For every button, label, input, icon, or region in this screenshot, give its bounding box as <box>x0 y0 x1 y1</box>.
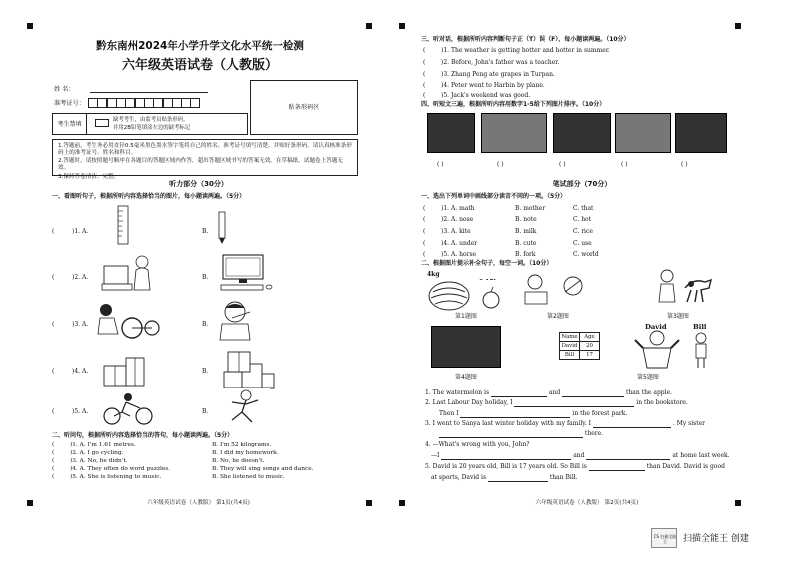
blank-field[interactable] <box>460 412 570 418</box>
q1-4-option-a[interactable]: )4. A. <box>72 368 89 375</box>
q5-3-option-b[interactable]: B. milk <box>515 228 537 235</box>
page-1-footer: 六年级英语试卷（人教版） 第1页(共4页) <box>147 500 250 506</box>
name-field[interactable] <box>90 92 208 93</box>
section-1-title: 一、看图听句子，根据所听内容选择恰当的图片，每小题读两遍。（5分） <box>52 193 246 200</box>
paren: ( <box>52 321 55 328</box>
sentence-text: and <box>548 389 561 396</box>
q3-5[interactable]: )5. Jack's weekend was good. <box>441 92 531 99</box>
paren: ( <box>423 71 426 78</box>
section-4-title: 四、听短文三遍，根据所听内容用数字1-5给下列图片排序。（10分） <box>421 101 606 108</box>
q1-1-option-a[interactable]: )1. A. <box>72 228 89 235</box>
david-label: David <box>645 323 667 331</box>
paren: ( <box>423 205 426 212</box>
q1-2-option-a[interactable]: )2. A. <box>72 274 89 281</box>
cycling-icon <box>100 392 156 426</box>
q5-4-option-b[interactable]: B. cute <box>515 240 537 247</box>
table-cell: David <box>560 342 580 351</box>
sentence-text: . My sister <box>672 420 706 427</box>
sentence-text: and <box>573 452 585 459</box>
paren: ( <box>52 228 55 235</box>
q3-2[interactable]: )2. Before, John's father was a teacher. <box>441 59 560 66</box>
paren: ( <box>423 92 426 99</box>
exam-title: 黔东南州2024年小学升学文化水平统一检测 <box>96 40 304 52</box>
paren: ( <box>52 274 55 281</box>
age-table <box>559 332 600 360</box>
table-cell: Bill <box>560 351 580 360</box>
sentence-text: 5. David is 20 years old, Bill is 17 years old. So Bill is <box>425 463 587 470</box>
sentence-text: 1. The watermelon is <box>425 389 490 396</box>
sentence-text: —I <box>431 452 440 459</box>
paren: ( <box>423 251 426 258</box>
sentence-2 <box>425 399 688 407</box>
q3-1[interactable]: )1. The weather is getting hotter and hotter in summer. <box>441 47 610 54</box>
photo-food <box>615 113 671 153</box>
sentence-3 <box>425 420 705 428</box>
q5-1-option-b[interactable]: B. mother <box>515 205 546 212</box>
sentence-text: Then I <box>439 410 459 417</box>
corner-mark <box>366 23 372 29</box>
corner-mark <box>27 23 33 29</box>
blank-field[interactable] <box>593 422 671 428</box>
instructions-box <box>52 139 358 180</box>
order-blank-2[interactable]: ( ) <box>497 161 504 168</box>
name-label: 姓 名： <box>54 86 75 93</box>
sentence-5b <box>431 474 578 482</box>
q1-5-option-b[interactable]: B. <box>202 408 209 415</box>
q3-3[interactable]: )3. Zhang Peng ate grapes in Turpan. <box>441 71 555 78</box>
weight-label-1: 4kg <box>427 271 440 278</box>
horse-riding-icon <box>647 268 717 312</box>
photo-bicycle <box>553 113 611 153</box>
sentence-1 <box>425 389 672 397</box>
listening-section-title: 听力部分（30分） <box>169 180 228 188</box>
paren: ( <box>423 240 426 247</box>
missing-instructions-2: 并用2B铅笔填涂左边的缺考标记 <box>113 125 191 131</box>
corner-mark <box>399 500 405 506</box>
written-section-title: 笔试部分（70分） <box>552 180 612 188</box>
photo-people <box>675 113 727 153</box>
exam-number-label: 准考证号： <box>54 100 85 107</box>
weight-label-2: 0.15kg <box>479 279 502 286</box>
q1-2-option-b[interactable]: B. <box>202 274 209 281</box>
section-5-title: 一、选出下列单词中画线部分读音不同的一项。（5分） <box>421 193 567 200</box>
gift-boxes-icon <box>100 350 150 390</box>
sentence-text: 3. I went to Sanya last winter holiday with my family. I <box>425 420 592 427</box>
section-3-title: 三、听对话，根据所听内容判断句子正（T）误（F），每小题读两遍。（10分） <box>421 36 630 43</box>
q2-3-option-b[interactable]: B. No, he doesn't. <box>212 458 265 464</box>
table-header: Age <box>580 333 600 342</box>
order-blank-3[interactable]: ( ) <box>559 161 566 168</box>
q1-1-option-b[interactable]: B. <box>202 228 209 235</box>
exam-subtitle: 六年级英语试卷（人教版） <box>121 58 278 73</box>
paren: ( <box>52 442 55 448</box>
paren: ( <box>52 368 55 375</box>
paren: ( <box>423 59 426 66</box>
figure-2-label: 第2题图 <box>547 313 569 320</box>
blank-field[interactable] <box>488 476 548 482</box>
missing-mark-checkbox[interactable] <box>95 119 109 127</box>
section-2-title: 二、听问句，根据所听内容选择恰当的答句，每小题读两遍。（5分） <box>52 432 234 439</box>
q1-3-option-b[interactable]: B. <box>202 321 209 328</box>
sentence-text: at home last week. <box>672 452 730 459</box>
blank-field[interactable] <box>491 391 547 397</box>
q2-4-option-a[interactable]: )4. A. They often do word puzzles. <box>70 466 171 472</box>
blank-field[interactable] <box>586 454 670 460</box>
sentence-text: at sports, David is <box>431 474 487 481</box>
corner-mark <box>399 23 405 29</box>
order-blank-5[interactable]: ( ) <box>681 161 688 168</box>
stacked-gifts-icon <box>218 346 278 392</box>
blank-field[interactable] <box>589 465 645 471</box>
barcode-area <box>250 80 358 135</box>
table-header: Name <box>561 333 578 340</box>
missing-exam-box <box>52 113 248 135</box>
q5-5-option-a[interactable]: )5. A. horse <box>441 251 477 258</box>
table-cell: 20 <box>580 342 600 351</box>
missing-instructions-1: 缺考考生，由监考员贴条形码， <box>113 117 189 123</box>
sentence-4: 4. —What's wrong with you, John? <box>425 441 530 448</box>
figure-3-label: 第3题图 <box>667 313 689 320</box>
q1-3-option-a[interactable]: )3. A. <box>72 321 89 328</box>
watermelon-apple-icon <box>427 280 507 312</box>
sentence-text: there. <box>584 430 604 437</box>
q5-1-option-a[interactable]: )1. A. math <box>441 205 475 212</box>
q2-1-option-b[interactable]: B. I'm 52 kilograms. <box>212 442 272 448</box>
q5-5-option-b[interactable]: B. fork <box>515 251 536 258</box>
page-2-footer: 六年级英语试卷（人教版） 第2页(共4页) <box>535 500 639 506</box>
q2-2-option-a[interactable]: )2. A. I go cycling. <box>70 450 124 456</box>
q5-2-option-a[interactable]: )2. A. nose <box>441 216 474 223</box>
q5-3-option-c[interactable]: C. rice <box>573 228 593 235</box>
corner-mark <box>735 23 741 29</box>
q5-1-option-c[interactable]: C. that <box>573 205 594 212</box>
scanner-logo <box>651 528 677 548</box>
sentence-text: than David. David is good <box>646 463 725 470</box>
photo-reading <box>427 113 475 153</box>
paren: ( <box>52 450 55 456</box>
boy-reading-icon <box>515 272 595 308</box>
order-blank-1[interactable]: ( ) <box>437 161 444 168</box>
paren: ( <box>52 474 55 480</box>
paren: ( <box>52 408 55 415</box>
sentence-4b <box>431 452 730 460</box>
blank-field[interactable] <box>439 432 583 438</box>
instruction-2: 2.答题时，请按照题号顺序在各题目的答题区域内作答，超出答题区域书写的答案无效。在草稿纸、试题卷上答题无效。 <box>58 158 344 172</box>
paren: ( <box>423 82 426 89</box>
sentence-2b <box>439 410 627 418</box>
q3-4[interactable]: )4. Peter went to Harbin by plane. <box>441 82 545 89</box>
blank-field[interactable] <box>514 401 634 407</box>
sick-boy-icon <box>210 298 260 342</box>
sentence-text: in the bookstore. <box>636 399 688 406</box>
sentence-3b <box>439 430 603 438</box>
q1-4-option-b[interactable]: B. <box>202 368 209 375</box>
paren: ( <box>52 466 55 472</box>
running-boy-icon <box>218 388 270 426</box>
blank-field[interactable] <box>441 454 571 460</box>
sentence-text: than Bill. <box>549 474 578 481</box>
q1-5-option-a[interactable]: )5. A. <box>72 408 89 415</box>
missing-label: 考生禁填 <box>53 114 87 135</box>
q2-4-option-b[interactable]: B. They will sing songs and dance. <box>212 466 314 472</box>
q2-2-option-b[interactable]: B. I did my homework. <box>212 450 279 456</box>
blank-field[interactable] <box>562 391 624 397</box>
figure-4-label: 第4题图 <box>455 374 477 381</box>
sentence-text: in the forest park. <box>572 410 628 417</box>
boy-fixing-bike-icon <box>92 300 160 342</box>
paren: ( <box>423 47 426 54</box>
paren: ( <box>423 216 426 223</box>
bill-label: Bill <box>693 323 707 331</box>
q2-5-option-a[interactable]: )5. A. She is listening to music. <box>70 474 162 480</box>
computer-icon <box>215 252 275 292</box>
instruction-3: 3.保持答卷清洁、完整。 <box>58 173 120 180</box>
ruler-icon <box>108 205 138 245</box>
sentence-text: than the apple. <box>626 389 673 396</box>
q5-5-option-c[interactable]: C. world <box>573 251 599 258</box>
exam-page-2 <box>397 0 794 561</box>
q2-5-option-b[interactable]: B. She listened to music. <box>212 474 285 480</box>
scanner-logo-text: CS 扫描全能王 <box>653 534 677 544</box>
sentence-5 <box>425 463 725 471</box>
instruction-1: 1.答题前，考生务必用直径0.5毫米黑色墨水签字笔将自己的姓名、准考证号填写清楚，并贴好条形码。请认真核准条形码上的准考证号、姓名和科目。 <box>58 143 352 156</box>
exam-number-boxes[interactable] <box>88 98 200 108</box>
girl-at-computer-icon <box>100 252 155 294</box>
sentence-text: 2. Last Labour Day holiday, I <box>425 399 513 406</box>
photo-forest <box>431 326 501 368</box>
corner-mark <box>735 500 741 506</box>
order-blank-4[interactable]: ( ) <box>621 161 628 168</box>
strong-man-and-boy-icon <box>633 330 723 370</box>
paren: ( <box>423 228 426 235</box>
paren: ( <box>52 458 55 464</box>
section-6-title: 二、根据图片提示补全句子，每空一词。（10分） <box>421 260 553 267</box>
q5-2-option-c[interactable]: C. hot <box>573 216 592 223</box>
photo-bookshelf <box>481 113 547 153</box>
barcode-label: 贴条形码区 <box>288 104 320 111</box>
figure-5-label: 第5题图 <box>637 374 659 381</box>
q5-3-option-a[interactable]: )3. A. kite <box>441 228 471 235</box>
q5-2-option-b[interactable]: B. note <box>515 216 537 223</box>
pencil-icon <box>212 210 232 246</box>
q2-1-option-a[interactable]: )1. A. I'm 1.61 metres. <box>70 442 136 448</box>
q5-4-option-c[interactable]: C. use <box>573 240 592 247</box>
q2-3-option-a[interactable]: )3. A. No, he didn't. <box>70 458 128 464</box>
table-cell: 17 <box>580 351 600 360</box>
q5-4-option-a[interactable]: )4. A. under <box>441 240 478 247</box>
figure-1-label: 第1题图 <box>455 313 477 320</box>
scanner-watermark: 扫描全能王 创建 <box>683 534 749 544</box>
